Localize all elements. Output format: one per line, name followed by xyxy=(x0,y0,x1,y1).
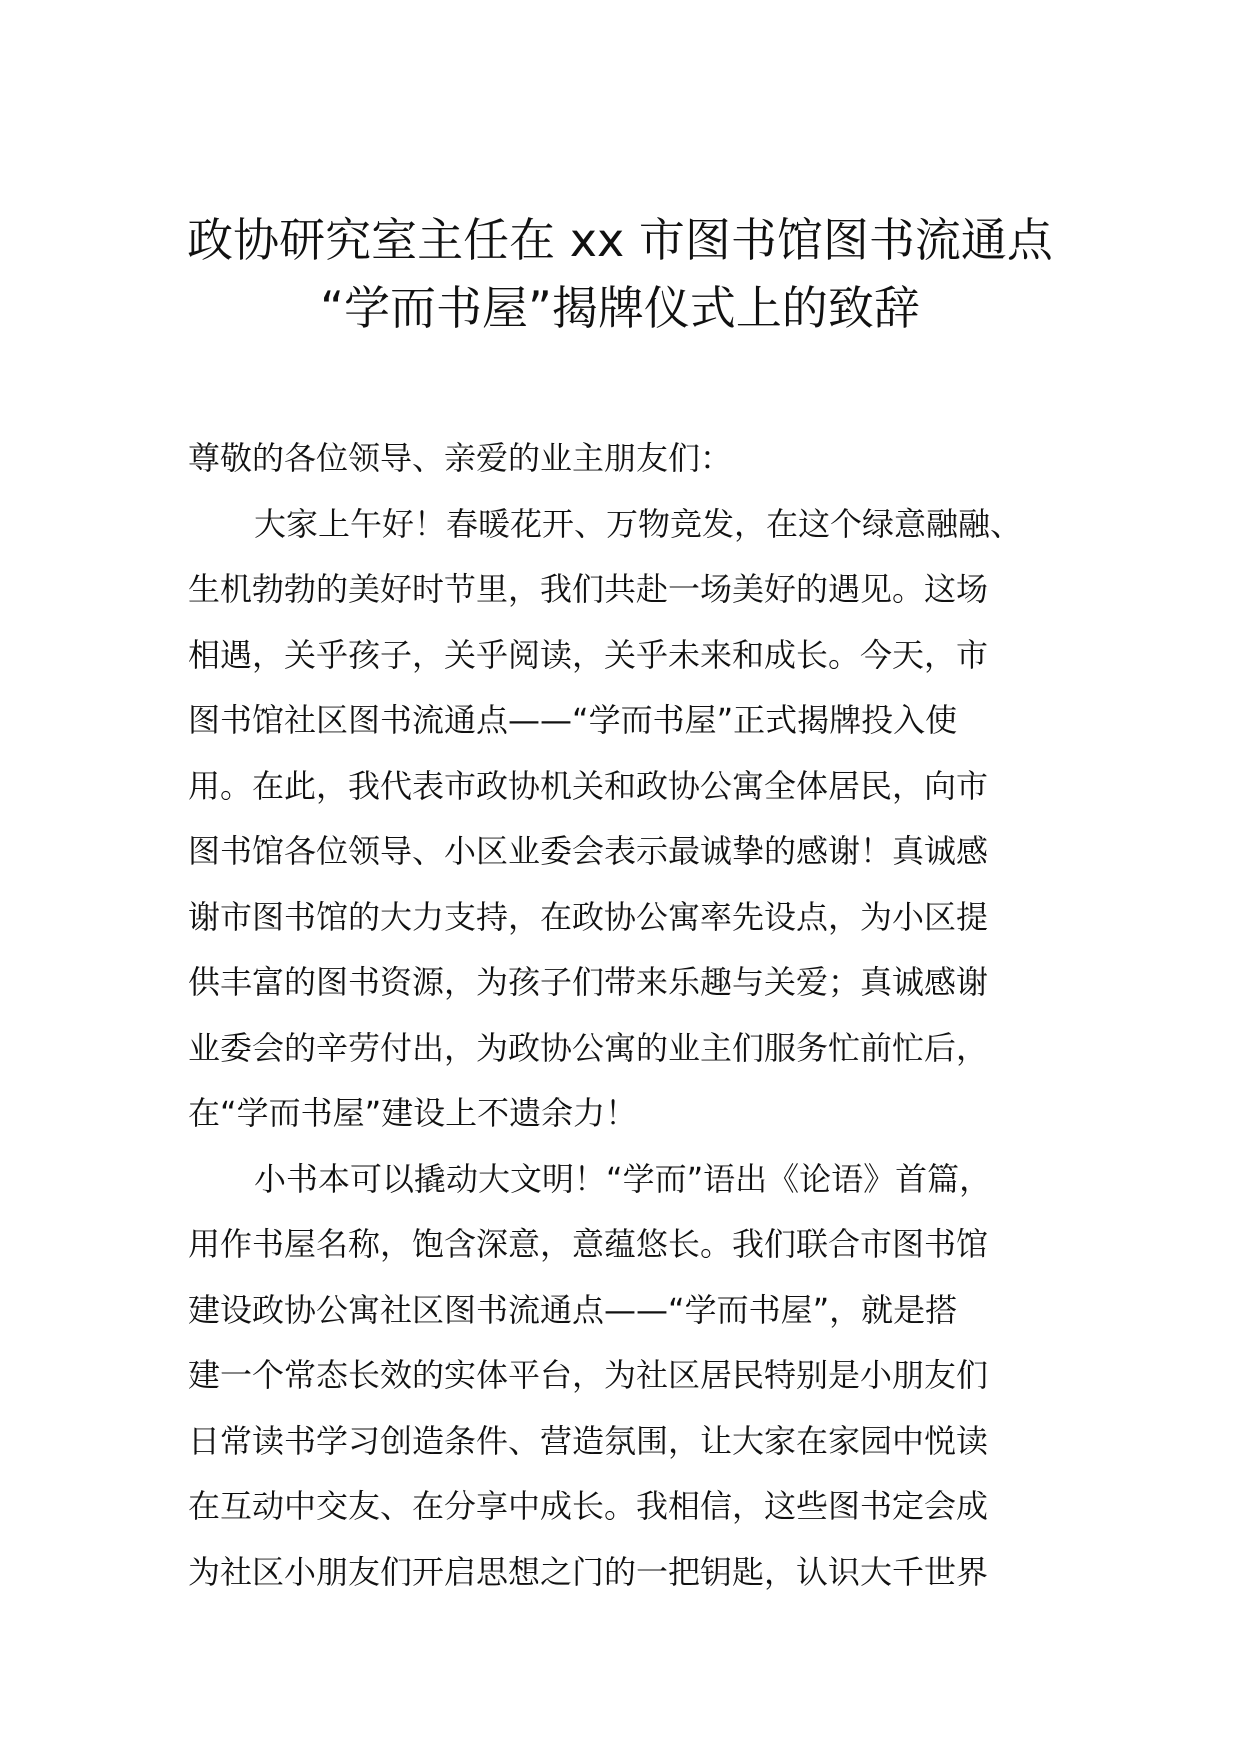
paragraph-line: 供丰富的图书资源，为孩子们带来乐趣与关爱；真诚感谢 xyxy=(188,963,989,1001)
paragraph-line: 用作书屋名称，饱含深意，意蕴悠长。我们联合市图书馆 xyxy=(188,1225,989,1263)
paragraph-line: 谢市图书馆的大力支持，在政协公寓率先设点，为小区提 xyxy=(188,897,989,936)
paragraph-line: 在互动中交友、在分享中成长。我相信，这些图书定会成 xyxy=(188,1487,989,1525)
paragraph-line: 相遇，关乎孩子，关乎阅读，关乎未来和成长。今天，市 xyxy=(188,635,989,674)
paragraph-2 xyxy=(188,1147,1058,1606)
paragraph-1 xyxy=(188,492,1058,1147)
title-line-1: 政协研究室主任在 xx 市图书馆图书流通点 xyxy=(187,213,1053,267)
paragraph-line: 生机勃勃的美好时节里，我们共赴一场美好的遇见。这场 xyxy=(188,570,989,608)
paragraph-line: 大家上午好！春暖花开、万物竞发，在这个绿意融融、 xyxy=(254,504,1023,543)
paragraph-line: 用。在此，我代表市政协机关和政协公寓全体居民，向市 xyxy=(188,766,989,805)
paragraph-line: 图书馆社区图书流通点——“学而书屋”正式揭牌投入使 xyxy=(188,701,958,739)
document-body xyxy=(188,426,1058,1605)
document-title xyxy=(150,206,1090,342)
paragraph-line: 建一个常态长效的实体平台，为社区居民特别是小朋友们 xyxy=(188,1356,989,1394)
paragraph-line: 小书本可以撬动大文明！“学而”语出《论语》首篇， xyxy=(254,1159,992,1198)
paragraph-line: 业委会的辛劳付出，为政协公寓的业主们服务忙前忙后， xyxy=(188,1028,989,1067)
salutation: 尊敬的各位领导、亲爱的业主朋友们： xyxy=(188,439,733,477)
paragraph-line: 为社区小朋友们开启思想之门的一把钥匙，认识大千世界 xyxy=(188,1552,989,1591)
paragraph-line: 图书馆各位领导、小区业委会表示最诚挚的感谢！真诚感 xyxy=(188,832,989,870)
paragraph-line: 日常读书学习创造条件、营造氛围，让大家在家园中悦读 xyxy=(188,1421,989,1460)
paragraph-line: 建设政协公寓社区图书流通点——“学而书屋”，就是搭 xyxy=(188,1290,958,1329)
title-line-2: “学而书屋”揭牌仪式上的致辞 xyxy=(320,281,920,335)
paragraph-line: 在“学而书屋”建设上不遗余力！ xyxy=(188,1094,638,1132)
